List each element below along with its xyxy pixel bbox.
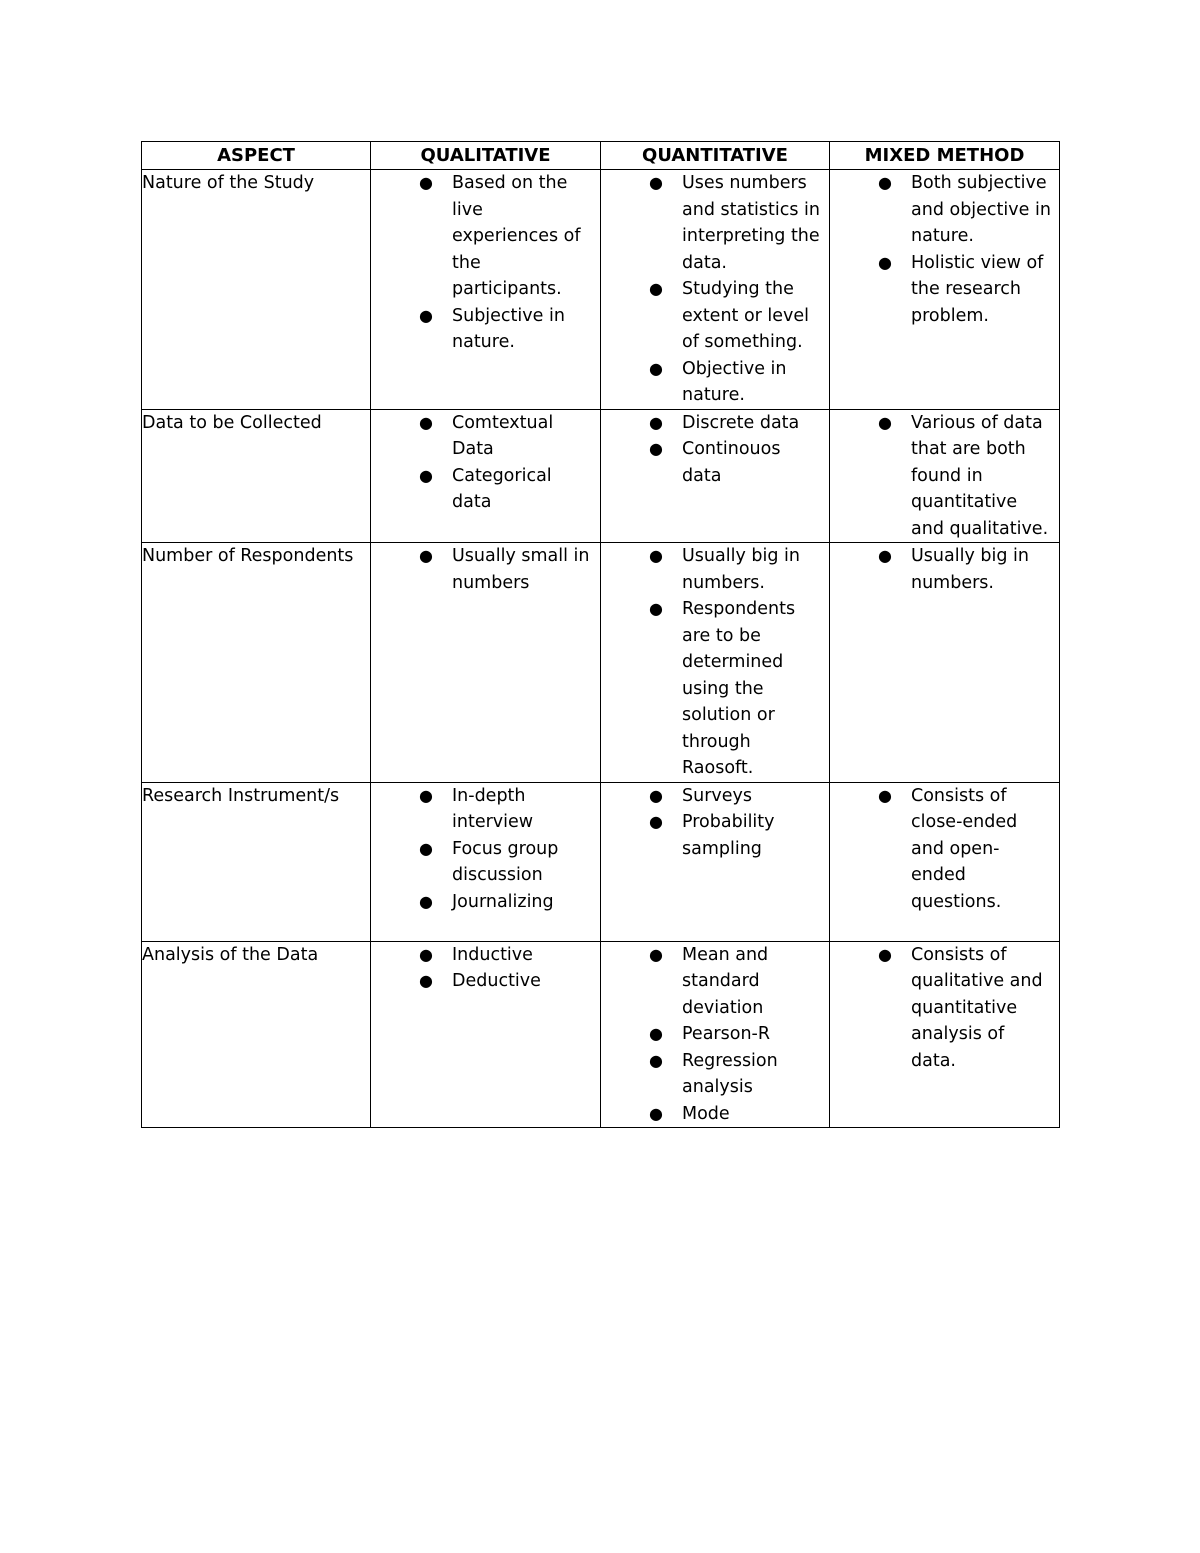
list-item: ● Categorical data xyxy=(371,463,600,516)
bullet-icon: ● xyxy=(649,358,663,378)
bullet-icon: ● xyxy=(649,173,663,192)
bullet-icon: ● xyxy=(649,785,663,805)
bullet-icon: ● xyxy=(649,439,663,458)
qualitative-cell xyxy=(371,543,601,783)
bullet-icon: ● xyxy=(649,279,663,298)
header-qualitative: QUALITATIVE xyxy=(371,142,601,170)
list-item: ● Based on the live experiences of the participants. xyxy=(371,170,600,303)
list-item: ● Usually big in numbers. xyxy=(601,543,829,596)
bullet-icon: ● xyxy=(649,599,663,618)
bullet-icon: ● xyxy=(878,546,892,565)
mixed-method-cell xyxy=(830,782,1060,941)
aspect-cell: Research Instrument/s xyxy=(142,782,371,941)
list-item: ● Usually big in numbers. xyxy=(830,543,1059,596)
table-row xyxy=(142,543,1060,783)
bullet-icon: ● xyxy=(419,971,433,990)
quantitative-cell xyxy=(601,170,830,410)
aspect-cell: Data to be Collected xyxy=(142,409,371,543)
list-item: ● Focus group discussion xyxy=(371,836,600,889)
list-item: ● Surveys xyxy=(601,783,829,810)
bullet-icon: ● xyxy=(419,891,433,911)
list-item: ● Uses numbers and statistics in interpreting the data. xyxy=(601,170,829,276)
bullet-icon: ● xyxy=(419,412,433,432)
bullet-icon: ● xyxy=(649,1050,663,1070)
bullet-icon: ● xyxy=(878,785,892,805)
quantitative-cell xyxy=(601,543,830,783)
list-item: ● Deductive xyxy=(371,968,600,995)
mixed-method-cell xyxy=(830,941,1060,1128)
bullet-icon: ● xyxy=(878,412,892,432)
list-item: ● Usually small in numbers xyxy=(371,543,600,596)
list-item: ● Both subjective and objective in nature. xyxy=(830,170,1059,250)
bullet-icon: ● xyxy=(419,546,433,565)
bullet-icon: ● xyxy=(649,1024,663,1043)
bullet-icon: ● xyxy=(649,812,663,831)
table-row xyxy=(142,170,1060,410)
list-item: ● Continouos data xyxy=(601,436,829,489)
mixed-method-cell xyxy=(830,170,1060,410)
aspect-cell: Number of Respondents xyxy=(142,543,371,783)
qualitative-cell xyxy=(371,409,601,543)
bullet-icon: ● xyxy=(419,305,433,325)
list-item: ● Regression analysis xyxy=(601,1048,829,1101)
list-item: ● Objective in nature. xyxy=(601,356,829,409)
bullet-icon: ● xyxy=(419,944,433,964)
list-item: ● Subjective in nature. xyxy=(371,303,600,356)
bullet-icon: ● xyxy=(649,944,663,964)
table-row xyxy=(142,409,1060,543)
bullet-icon: ● xyxy=(649,1103,663,1123)
qualitative-cell xyxy=(371,782,601,941)
bullet-icon: ● xyxy=(419,838,433,858)
header-aspect: ASPECT xyxy=(142,142,371,170)
bullet-icon: ● xyxy=(649,546,663,565)
list-item: ● Consists of close-ended and open-ended questions. xyxy=(830,783,1059,916)
research-methods-comparison-table xyxy=(141,141,1060,1128)
header-quantitative: QUANTITATIVE xyxy=(601,142,830,170)
list-item: ● Mode xyxy=(601,1101,829,1128)
quantitative-cell xyxy=(601,782,830,941)
aspect-cell: Nature of the Study xyxy=(142,170,371,410)
list-item: ● Probability sampling xyxy=(601,809,829,862)
quantitative-cell xyxy=(601,941,830,1128)
bullet-icon: ● xyxy=(878,252,892,272)
aspect-cell: Analysis of the Data xyxy=(142,941,371,1128)
bullet-icon: ● xyxy=(419,173,433,192)
header-row xyxy=(142,142,1060,170)
qualitative-cell xyxy=(371,941,601,1128)
list-item: ● Various of data that are both found in quantitative and qualitative. xyxy=(830,410,1059,543)
list-item: ● Discrete data xyxy=(601,410,829,437)
bullet-icon: ● xyxy=(419,785,433,805)
quantitative-cell xyxy=(601,409,830,543)
list-item: ● Pearson-R xyxy=(601,1021,829,1048)
table-row xyxy=(142,941,1060,1128)
list-item: ● Respondents are to be determined using the solution or through Raosoft. xyxy=(601,596,829,782)
header-mixed-method: MIXED METHOD xyxy=(830,142,1060,170)
mixed-method-cell xyxy=(830,409,1060,543)
mixed-method-cell xyxy=(830,543,1060,783)
bullet-icon: ● xyxy=(878,173,892,192)
list-item: ● In-depth interview xyxy=(371,783,600,836)
bullet-icon: ● xyxy=(419,465,433,485)
bullet-icon: ● xyxy=(649,412,663,432)
qualitative-cell xyxy=(371,170,601,410)
list-item: ● Holistic view of the research problem. xyxy=(830,250,1059,330)
list-item: ● Studying the extent or level of something. xyxy=(601,276,829,356)
list-item: ● Journalizing xyxy=(371,889,600,916)
list-item: ● Mean and standard deviation xyxy=(601,942,829,1022)
table-row xyxy=(142,782,1060,941)
list-item: ● Consists of qualitative and quantitative analysis of data. xyxy=(830,942,1059,1075)
list-item: ● Inductive xyxy=(371,942,600,969)
bullet-icon: ● xyxy=(878,944,892,964)
list-item: ● Comtextual Data xyxy=(371,410,600,463)
